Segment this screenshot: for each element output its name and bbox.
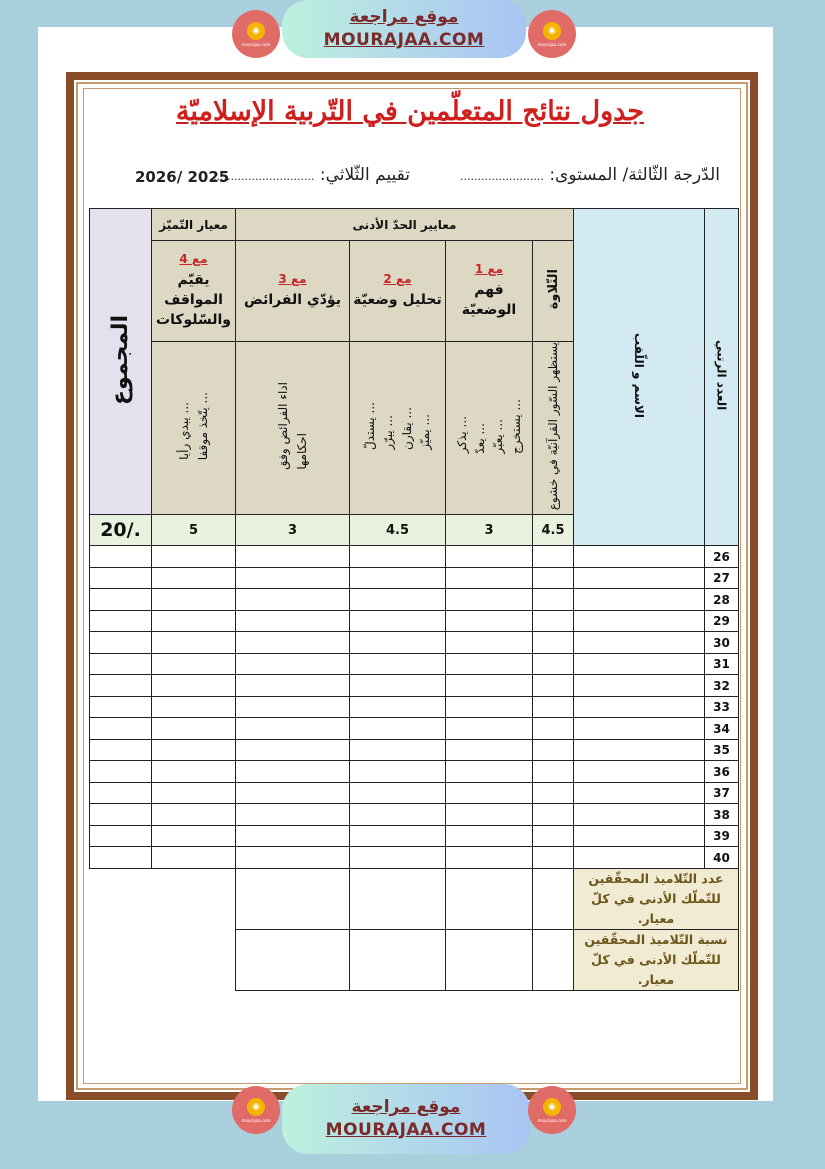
total-cell[interactable] bbox=[90, 589, 152, 611]
criterion-4-cell[interactable] bbox=[152, 567, 236, 589]
table-row bbox=[90, 739, 739, 761]
student-name-cell[interactable] bbox=[574, 632, 705, 654]
total-cell[interactable] bbox=[90, 696, 152, 718]
criterion-1-cell[interactable] bbox=[446, 847, 533, 869]
recitation-cell[interactable] bbox=[533, 718, 574, 740]
indicators-3: اداء الفرائض وفق احكامها bbox=[236, 342, 350, 515]
row-number: 36 bbox=[705, 761, 739, 783]
logo-badge-bottom-left: ◉ mourajaa.com bbox=[232, 1086, 280, 1134]
criterion-1-cell[interactable] bbox=[446, 782, 533, 804]
student-name-cell[interactable] bbox=[574, 589, 705, 611]
grade-line: الدّرجة الثّالثة/ المستوى: ........................ bbox=[459, 165, 720, 185]
count-cell-1[interactable] bbox=[446, 868, 533, 929]
score-criterion-2: 4.5 bbox=[350, 515, 446, 546]
site-name-latin-bottom: MOURAJAA.COM bbox=[325, 1120, 487, 1140]
ratio-cell-1[interactable] bbox=[446, 929, 533, 990]
total-cell[interactable] bbox=[90, 546, 152, 568]
table-row bbox=[90, 567, 739, 589]
total-cell[interactable] bbox=[90, 761, 152, 783]
criterion-1-cell[interactable] bbox=[446, 718, 533, 740]
criterion-2-cell[interactable] bbox=[350, 589, 446, 611]
total-cell[interactable] bbox=[90, 675, 152, 697]
criterion-1-cell[interactable] bbox=[446, 632, 533, 654]
criterion-3-cell[interactable] bbox=[236, 696, 350, 718]
results-table bbox=[89, 208, 739, 991]
count-cell-recitation[interactable] bbox=[533, 868, 574, 929]
table-row bbox=[90, 675, 739, 697]
table-row bbox=[90, 610, 739, 632]
criterion-3-cell[interactable] bbox=[236, 761, 350, 783]
site-banner-top[interactable] bbox=[282, 0, 526, 58]
criterion-1-cell[interactable] bbox=[446, 546, 533, 568]
criterion-3-cell[interactable] bbox=[236, 567, 350, 589]
row-number: 34 bbox=[705, 718, 739, 740]
minimum-group-header: معايير الحدّ الأدنى bbox=[236, 209, 574, 241]
recitation-cell[interactable] bbox=[533, 632, 574, 654]
criterion-1-cell[interactable] bbox=[446, 739, 533, 761]
table-row bbox=[90, 653, 739, 675]
recitation-cell[interactable] bbox=[533, 847, 574, 869]
criterion-2-cell[interactable] bbox=[350, 696, 446, 718]
total-cell[interactable] bbox=[90, 653, 152, 675]
indicators-recitation: يستظهر السّور القرآنيّة في خشوع bbox=[533, 342, 574, 515]
criterion-2-cell[interactable] bbox=[350, 610, 446, 632]
total-cell[interactable] bbox=[90, 847, 152, 869]
total-cell[interactable] bbox=[90, 567, 152, 589]
logo-badge-bottom-right: ◉ mourajaa.com bbox=[528, 1086, 576, 1134]
table-row bbox=[90, 696, 739, 718]
indicators-2: يستدلّ ... يبرّر ... يقارن ... يميّز ... bbox=[350, 342, 446, 515]
site-name-arabic: موقع مراجعة bbox=[349, 7, 459, 27]
criterion-1-cell[interactable] bbox=[446, 804, 533, 826]
total-cell[interactable] bbox=[90, 718, 152, 740]
criterion-2-cell[interactable] bbox=[350, 675, 446, 697]
criterion-4-cell[interactable] bbox=[152, 761, 236, 783]
row-number: 31 bbox=[705, 653, 739, 675]
row-number: 40 bbox=[705, 847, 739, 869]
criterion-3: مع 3 يؤدّي الفرائض bbox=[236, 241, 350, 342]
ratio-cell-recitation[interactable] bbox=[533, 929, 574, 990]
criterion-4-cell[interactable] bbox=[152, 847, 236, 869]
criterion-1-cell[interactable] bbox=[446, 610, 533, 632]
criterion-3-cell[interactable] bbox=[236, 546, 350, 568]
row-number: 30 bbox=[705, 632, 739, 654]
number-header: العدد الرتبي bbox=[705, 209, 739, 546]
evaluation-line: تقييم الثّلاثي: ............................. bbox=[213, 165, 410, 185]
criterion-2-cell[interactable] bbox=[350, 546, 446, 568]
school-year: 2026/ 2025 bbox=[135, 168, 230, 186]
student-name-cell[interactable] bbox=[574, 546, 705, 568]
row-number: 26 bbox=[705, 546, 739, 568]
score-recitation: 4.5 bbox=[533, 515, 574, 546]
student-name-cell[interactable] bbox=[574, 825, 705, 847]
recitation-cell[interactable] bbox=[533, 804, 574, 826]
criterion-4-cell[interactable] bbox=[152, 782, 236, 804]
criterion-1-cell[interactable] bbox=[446, 653, 533, 675]
score-criterion-4: 5 bbox=[152, 515, 236, 546]
recitation-cell[interactable] bbox=[533, 610, 574, 632]
ratio-cell-3[interactable] bbox=[236, 929, 350, 990]
criterion-3-cell[interactable] bbox=[236, 653, 350, 675]
criterion-1-cell[interactable] bbox=[446, 761, 533, 783]
total-score: 20/. bbox=[90, 515, 152, 546]
criterion-3-cell[interactable] bbox=[236, 739, 350, 761]
table-row bbox=[90, 782, 739, 804]
student-name-cell[interactable] bbox=[574, 567, 705, 589]
logo-badge-left: ◉ mourajaa.com bbox=[232, 10, 280, 58]
criterion-2-cell[interactable] bbox=[350, 739, 446, 761]
criterion-2-cell[interactable] bbox=[350, 632, 446, 654]
criterion-2-cell[interactable] bbox=[350, 847, 446, 869]
recitation-cell[interactable] bbox=[533, 567, 574, 589]
table-row bbox=[90, 632, 739, 654]
total-cell[interactable] bbox=[90, 782, 152, 804]
student-name-cell[interactable] bbox=[574, 847, 705, 869]
table-row bbox=[90, 825, 739, 847]
total-header: المجموع bbox=[90, 209, 152, 515]
criterion-1-cell[interactable] bbox=[446, 589, 533, 611]
criterion-1: مع 1 فهم الوضعيّة bbox=[446, 241, 533, 342]
table-row bbox=[90, 761, 739, 783]
total-cell[interactable] bbox=[90, 739, 152, 761]
ratio-achievers-label: نسبة التّلاميذ المحقّقين للتّملّك الأدنى في كلّ معيار. bbox=[574, 929, 739, 990]
criterion-4-cell[interactable] bbox=[152, 696, 236, 718]
indicators-1: يذكر ... يعدّ ... يعبّر ... يستخرج ... bbox=[446, 342, 533, 515]
row-number: 32 bbox=[705, 675, 739, 697]
criterion-4-cell[interactable] bbox=[152, 825, 236, 847]
logo-badge-right: ◉ mourajaa.com bbox=[528, 10, 576, 58]
row-number: 35 bbox=[705, 739, 739, 761]
site-name-arabic-bottom: موقع مراجعة bbox=[351, 1097, 461, 1117]
criterion-3-cell[interactable] bbox=[236, 718, 350, 740]
recitation-cell[interactable] bbox=[533, 782, 574, 804]
criterion-3-cell[interactable] bbox=[236, 804, 350, 826]
criterion-2-cell[interactable] bbox=[350, 653, 446, 675]
criterion-2-cell[interactable] bbox=[350, 782, 446, 804]
total-cell[interactable] bbox=[90, 825, 152, 847]
criterion-4: مع 4 يقيّم المواقف والسّلوكات bbox=[152, 241, 236, 342]
criterion-1-cell[interactable] bbox=[446, 675, 533, 697]
row-number: 28 bbox=[705, 589, 739, 611]
ratio-cell-2[interactable] bbox=[350, 929, 446, 990]
row-number: 27 bbox=[705, 567, 739, 589]
name-header: الاسم و اللّقب bbox=[574, 209, 705, 546]
total-cell[interactable] bbox=[90, 610, 152, 632]
criterion-3-cell[interactable] bbox=[236, 675, 350, 697]
criterion-3-cell[interactable] bbox=[236, 782, 350, 804]
table-row bbox=[90, 589, 739, 611]
criterion-3-cell[interactable] bbox=[236, 610, 350, 632]
score-criterion-1: 3 bbox=[446, 515, 533, 546]
criterion-2-cell[interactable] bbox=[350, 718, 446, 740]
row-number: 39 bbox=[705, 825, 739, 847]
student-name-cell[interactable] bbox=[574, 696, 705, 718]
student-name-cell[interactable] bbox=[574, 782, 705, 804]
student-name-cell[interactable] bbox=[574, 804, 705, 826]
recitation-cell[interactable] bbox=[533, 589, 574, 611]
student-name-cell[interactable] bbox=[574, 739, 705, 761]
recitation-cell[interactable] bbox=[533, 696, 574, 718]
criterion-2-cell[interactable] bbox=[350, 567, 446, 589]
page-title: جدول نتائج المتعلّمين في التّربية الإسلاميّة bbox=[175, 96, 645, 127]
indicators-4: يبدي رأيا ... يتّخذ موقفا ... bbox=[152, 342, 236, 515]
criterion-4-cell[interactable] bbox=[152, 610, 236, 632]
criterion-2-cell[interactable] bbox=[350, 804, 446, 826]
recitation-cell[interactable] bbox=[533, 761, 574, 783]
criterion-4-cell[interactable] bbox=[152, 675, 236, 697]
criterion-2: مع 2 تحليل وضعيّة bbox=[350, 241, 446, 342]
total-cell[interactable] bbox=[90, 804, 152, 826]
criterion-1-cell[interactable] bbox=[446, 696, 533, 718]
table-row bbox=[90, 546, 739, 568]
total-cell[interactable] bbox=[90, 632, 152, 654]
criterion-3-cell[interactable] bbox=[236, 847, 350, 869]
recitation-cell[interactable] bbox=[533, 546, 574, 568]
table-row bbox=[90, 847, 739, 869]
student-name-cell[interactable] bbox=[574, 761, 705, 783]
excellence-group-header: معيار التّميّز bbox=[152, 209, 236, 241]
criterion-4-cell[interactable] bbox=[152, 546, 236, 568]
criterion-1-cell[interactable] bbox=[446, 825, 533, 847]
student-name-cell[interactable] bbox=[574, 653, 705, 675]
criterion-3-cell[interactable] bbox=[236, 589, 350, 611]
row-number: 29 bbox=[705, 610, 739, 632]
criterion-3-cell[interactable] bbox=[236, 825, 350, 847]
criterion-4-cell[interactable] bbox=[152, 739, 236, 761]
criterion-3-cell[interactable] bbox=[236, 632, 350, 654]
student-name-cell[interactable] bbox=[574, 718, 705, 740]
table-row bbox=[90, 804, 739, 826]
site-name-latin: MOURAJAA.COM bbox=[323, 30, 485, 50]
criterion-1-cell[interactable] bbox=[446, 567, 533, 589]
criterion-4-cell[interactable] bbox=[152, 653, 236, 675]
row-number: 33 bbox=[705, 696, 739, 718]
site-banner-bottom[interactable] bbox=[282, 1084, 530, 1154]
count-achievers-label: عدد التّلاميذ المحقّقين للتّملّك الأدنى في كلّ معيار. bbox=[574, 868, 739, 929]
student-name-cell[interactable] bbox=[574, 675, 705, 697]
criterion-4-cell[interactable] bbox=[152, 589, 236, 611]
criterion-4-cell[interactable] bbox=[152, 718, 236, 740]
criterion-4-cell[interactable] bbox=[152, 804, 236, 826]
row-number: 37 bbox=[705, 782, 739, 804]
count-cell-2[interactable] bbox=[350, 868, 446, 929]
criterion-2-cell[interactable] bbox=[350, 761, 446, 783]
student-name-cell[interactable] bbox=[574, 610, 705, 632]
recitation-cell[interactable] bbox=[533, 675, 574, 697]
score-criterion-3: 3 bbox=[236, 515, 350, 546]
count-cell-3[interactable] bbox=[236, 868, 350, 929]
criterion-recitation: التّلاوة bbox=[533, 241, 574, 342]
criterion-4-cell[interactable] bbox=[152, 632, 236, 654]
criterion-2-cell[interactable] bbox=[350, 825, 446, 847]
table-row bbox=[90, 718, 739, 740]
recitation-cell[interactable] bbox=[533, 739, 574, 761]
recitation-cell[interactable] bbox=[533, 653, 574, 675]
row-number: 38 bbox=[705, 804, 739, 826]
recitation-cell[interactable] bbox=[533, 825, 574, 847]
